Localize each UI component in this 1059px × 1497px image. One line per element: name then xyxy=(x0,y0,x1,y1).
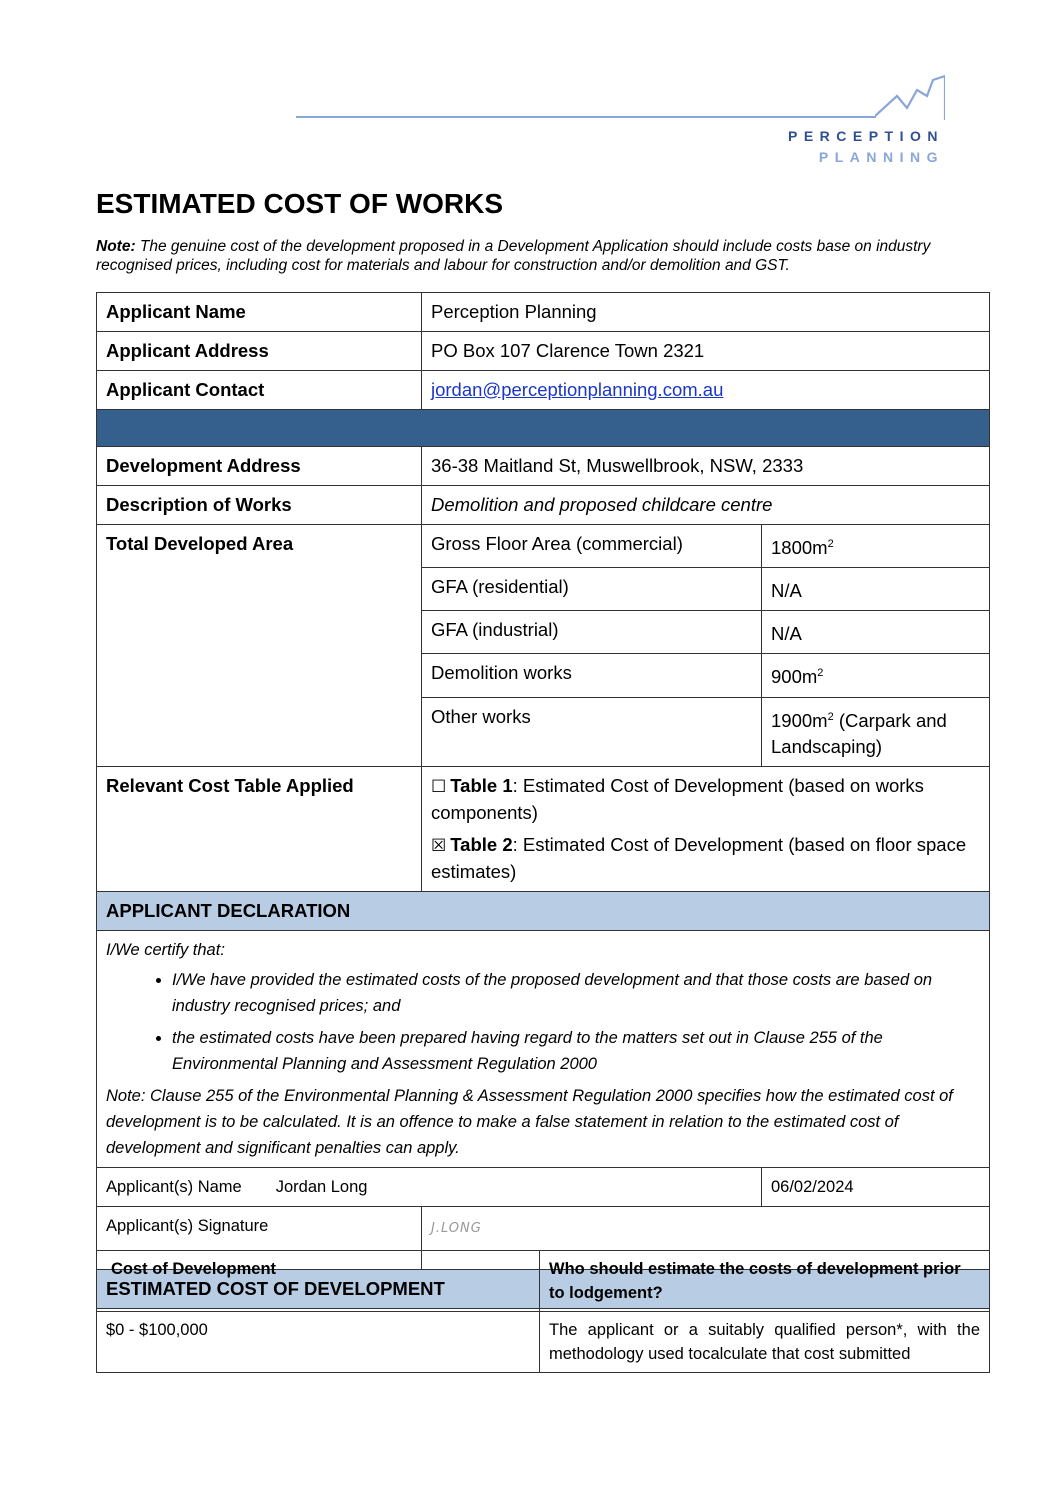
development-address-label: Development Address xyxy=(97,447,422,486)
area-number: N/A xyxy=(771,623,802,645)
declaration-heading: APPLICANT DECLARATION xyxy=(97,891,990,930)
section-header-row xyxy=(97,891,990,930)
area-label: GFA (residential) xyxy=(422,568,762,611)
note-label: Note: xyxy=(96,238,136,255)
table-row xyxy=(97,1312,990,1373)
table-row xyxy=(97,930,990,1167)
signatory-name-value: Jordan Long xyxy=(275,1177,368,1196)
development-address-value: 36-38 Maitland St, Muswellbrook, NSW, 2333 xyxy=(422,447,990,486)
area-number: 1800m xyxy=(771,537,828,559)
table-row xyxy=(97,486,990,525)
cost-estimator: The applicant or a suitably qualified person*, with the methodology used tocalculate that cost submitted xyxy=(540,1312,990,1373)
applicant-address-label: Applicant Address xyxy=(97,332,422,371)
intro-note xyxy=(96,237,976,275)
applicant-email-link[interactable]: jordan@perceptionplanning.com.au xyxy=(431,379,724,400)
checkbox-unchecked-icon[interactable]: ☐ xyxy=(431,776,447,796)
area-label: Demolition works xyxy=(422,654,762,697)
declaration-bullet-list xyxy=(106,967,980,1077)
table-row xyxy=(97,371,990,410)
cost-table-option xyxy=(431,773,980,826)
declaration-note: Note: Clause 255 of the Environmental Planning & Assessment Regulation 2000 specifies how the estimated cost of development is to be calculated. It is an offence to make a false statement in relation to the estimated cost of development and significant penalties can apply. xyxy=(106,1086,953,1157)
checkbox-checked-icon[interactable]: ☒ xyxy=(431,835,447,855)
declaration-bullet: • I/We have provided the estimated costs of the proposed development and that those costs are based on industry recognised prices; and xyxy=(172,967,980,1019)
area-unit-sup: 2 xyxy=(827,710,834,723)
skyline-logo-icon xyxy=(875,74,945,122)
declaration-date: 06/02/2024 xyxy=(762,1167,990,1206)
cost-table-text: : Estimated Cost of Development (based on works components) xyxy=(431,774,924,823)
cost-table-option xyxy=(431,832,980,885)
page-title: ESTIMATED COST OF WORKS xyxy=(96,188,504,219)
application-details-table xyxy=(96,292,990,1309)
area-number: 1900m xyxy=(771,709,828,731)
area-value xyxy=(762,697,990,766)
table-row xyxy=(97,766,990,891)
table-row xyxy=(97,293,990,332)
estimate-heading: ESTIMATED COST OF DEVELOPMENT xyxy=(97,1269,990,1308)
divider-cell xyxy=(97,410,990,447)
cost-table-name: Table 2 xyxy=(450,833,513,855)
cost-table-options xyxy=(422,766,990,891)
description-value: Demolition and proposed childcare centre xyxy=(422,486,990,525)
logo-word-perception: PERCEPTION xyxy=(787,128,944,144)
perception-planning-logo xyxy=(780,74,960,169)
table-row xyxy=(97,1167,990,1206)
signature-image: J.LONG xyxy=(431,1220,482,1236)
applicant-name-value: Perception Planning xyxy=(422,293,990,332)
declaration-intro: I/We certify that: xyxy=(106,940,225,959)
signature-label: Applicant(s) Signature xyxy=(97,1206,422,1269)
table-header-row xyxy=(97,1251,990,1312)
area-value xyxy=(762,611,990,654)
applicant-address-value: PO Box 107 Clarence Town 2321 xyxy=(422,332,990,371)
applicant-contact-label: Applicant Contact xyxy=(97,371,422,410)
column-header: Cost of Development xyxy=(97,1251,540,1312)
table-row xyxy=(97,525,990,568)
area-number: N/A xyxy=(771,580,802,602)
area-label: Gross Floor Area (commercial) xyxy=(422,525,762,568)
cost-table-text: : Estimated Cost of Development (based on floor space estimates) xyxy=(431,833,967,882)
cost-table-name: Table 1 xyxy=(450,774,513,796)
area-label: GFA (industrial) xyxy=(422,611,762,654)
description-label: Description of Works xyxy=(97,486,422,525)
total-area-label: Total Developed Area xyxy=(97,525,422,767)
area-value xyxy=(762,568,990,611)
logo-word-planning: PLANNING xyxy=(818,149,944,165)
table-row xyxy=(97,447,990,486)
area-suffix: (Carpark and Landscaping) xyxy=(771,709,947,757)
area-value xyxy=(762,525,990,568)
area-unit-sup: 2 xyxy=(827,538,834,550)
area-number: 900m xyxy=(771,666,818,688)
note-text: The genuine cost of the development proposed in a Development Application should include costs base on industry recognised prices, including cost for materials and labour for construction and/or demolition and GST. xyxy=(96,238,931,274)
area-unit-sup: 2 xyxy=(817,667,824,680)
declaration-body xyxy=(97,930,990,1167)
applicant-name-label: Applicant Name xyxy=(97,293,422,332)
declaration-bullet: • the estimated costs have been prepared having regard to the matters set out in Clause 255 of the Environmental Planning and Assessment Regulation 2000 xyxy=(172,1025,980,1077)
applicant-name-cell xyxy=(97,1167,762,1206)
cost-estimate-table xyxy=(96,1250,990,1373)
area-label: Other works xyxy=(422,697,762,766)
cost-range: $0 - $100,000 xyxy=(97,1312,540,1373)
applicant-contact-cell xyxy=(422,371,990,410)
signatory-name-label: Applicant(s) Name xyxy=(106,1177,242,1196)
table-row xyxy=(97,332,990,371)
column-header: Who should estimate the costs of development prior to lodgement? xyxy=(540,1251,990,1312)
cost-table-label: Relevant Cost Table Applied xyxy=(97,766,422,891)
section-divider-band xyxy=(97,410,990,447)
area-value xyxy=(762,654,990,697)
